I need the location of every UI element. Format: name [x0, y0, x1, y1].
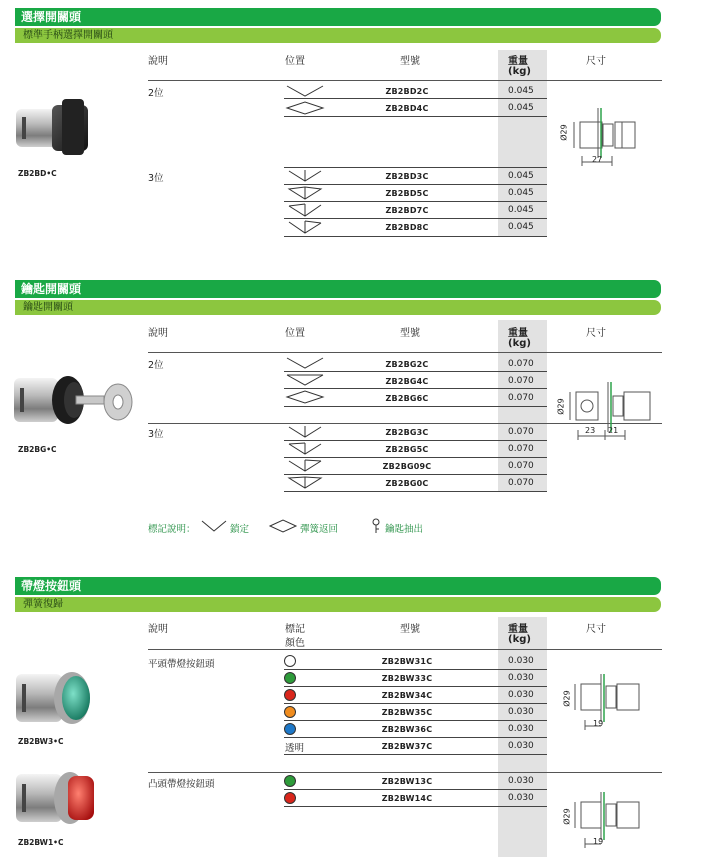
dim-diameter-label: Ø29: [562, 808, 572, 825]
model-cell: ZB2BW35C: [381, 708, 433, 717]
header-dim: 尺寸: [586, 328, 606, 339]
caption-zb2bw3: ZB2BW3•C: [18, 737, 64, 746]
model-cell: ZB2BW34C: [381, 691, 433, 700]
key-3pos-icon: [285, 425, 325, 439]
header-dim: 尺寸: [586, 624, 606, 635]
legend-prefix: 標記說明：: [148, 524, 196, 535]
model-cell: ZB2BD3C: [385, 172, 429, 181]
product-image-extended-pilot: [14, 768, 104, 830]
model-cell: ZB2BD7C: [385, 206, 429, 215]
group-label-3pos: 3位: [148, 173, 164, 184]
row-divider: [284, 440, 547, 441]
legend-maintained: 鎖定: [230, 524, 250, 535]
weight-cell: 0.045: [508, 188, 534, 198]
weight-cell: 0.045: [508, 171, 534, 181]
weight-cell: 0.070: [508, 444, 534, 454]
section-title-selector: 選擇開關頭: [15, 8, 661, 26]
header-weight-unit: (kg): [508, 338, 531, 349]
dim-length-label: 27: [592, 155, 603, 164]
header-pos: 位置: [285, 328, 305, 339]
section-subtitle-pilot: 彈簧復歸: [15, 597, 661, 612]
weight-cell: 0.045: [508, 103, 534, 113]
weight-cell: 0.045: [508, 222, 534, 232]
row-divider: [284, 474, 547, 475]
key-3pos-b-icon: [285, 442, 325, 456]
dimension-drawing-selector: [560, 100, 655, 170]
model-cell: ZB2BD8C: [385, 223, 429, 232]
header-rule: [148, 352, 662, 353]
header-weight-unit: (kg): [508, 66, 531, 77]
row-divider: [284, 789, 547, 790]
product-image-key-switch: [12, 370, 137, 438]
legend-maintained-icon: [200, 519, 228, 533]
model-cell: ZB2BG3C: [385, 428, 429, 437]
row-divider: [284, 669, 547, 670]
weight-cell: 0.030: [508, 793, 534, 803]
two-pos-spring-return-icon: [285, 100, 325, 116]
model-cell: ZB2BG5C: [385, 445, 429, 454]
header-desc: 說明: [148, 56, 168, 67]
model-cell: ZB2BG4C: [385, 377, 429, 386]
section-title-key: 鑰匙開關頭: [15, 280, 661, 298]
header-model: 型號: [400, 56, 420, 67]
header-model: 型號: [400, 624, 420, 635]
section-title-pilot: 帶燈按鈕頭: [15, 577, 661, 595]
weight-cell: 0.070: [508, 359, 534, 369]
weight-cell: 0.030: [508, 776, 534, 786]
row-divider: [284, 201, 547, 202]
weight-cell: 0.070: [508, 393, 534, 403]
dim-diameter-label: Ø29: [556, 398, 566, 415]
dim-length-label: 19: [593, 719, 604, 728]
row-divider: [284, 184, 547, 185]
weight-cell: 0.070: [508, 376, 534, 386]
three-pos-spring-return-icon: [285, 186, 325, 200]
caption-zb2bd: ZB2BD•C: [18, 169, 57, 178]
group-rule: [284, 167, 547, 168]
model-cell: ZB2BW33C: [381, 674, 433, 683]
header-pos2: 顏色: [285, 638, 305, 649]
weight-cell: 0.045: [508, 86, 534, 96]
key-3pos-c-icon: [285, 459, 325, 473]
dim-diameter-label: Ø29: [562, 690, 572, 707]
header-weight: 重量: [508, 624, 528, 635]
group-label-2pos: 2位: [148, 360, 164, 371]
model-cell: ZB2BG09C: [382, 462, 432, 471]
legend-spring: 彈簧返回: [300, 524, 339, 535]
section-subtitle-selector: 標準手柄選擇開關頭: [15, 28, 661, 43]
header-weight-unit: (kg): [508, 634, 531, 645]
row-divider: [284, 457, 547, 458]
weight-cell: 0.070: [508, 478, 534, 488]
dim-length-a-label: 23: [585, 426, 596, 435]
key-2pos-b-icon: [285, 373, 325, 387]
caption-zb2bw1: ZB2BW1•C: [18, 838, 64, 847]
row-divider: [284, 236, 547, 237]
header-dim: 尺寸: [586, 56, 606, 67]
weight-cell: 0.070: [508, 427, 534, 437]
color-white-icon: [283, 654, 297, 668]
color-clear-label: 透明: [285, 743, 305, 754]
two-pos-maintained-icon: [285, 84, 325, 98]
key-2pos-spring-icon: [285, 389, 325, 405]
weight-cell: 0.030: [508, 673, 534, 683]
group-label-extended: 凸頭帶燈按鈕頭: [148, 779, 215, 790]
row-divider: [284, 703, 547, 704]
header-rule: [148, 80, 662, 81]
key-3pos-d-icon: [285, 476, 325, 490]
model-cell: ZB2BD4C: [385, 104, 429, 113]
header-pos: 標記: [285, 624, 305, 635]
header-weight: 重量: [508, 328, 528, 339]
row-divider: [284, 116, 547, 117]
model-cell: ZB2BG0C: [385, 479, 429, 488]
dim-diameter-label: Ø29: [559, 124, 569, 141]
product-image-flush-pilot: [14, 668, 94, 728]
color-blue-icon: [283, 722, 297, 736]
model-cell: ZB2BG6C: [385, 394, 429, 403]
weight-cell: 0.030: [508, 741, 534, 751]
row-divider: [284, 737, 547, 738]
model-cell: ZB2BD2C: [385, 87, 429, 96]
weight-cell: 0.030: [508, 707, 534, 717]
model-cell: ZB2BW14C: [381, 794, 433, 803]
group-label-2pos: 2位: [148, 88, 164, 99]
row-divider: [284, 720, 547, 721]
header-rule: [148, 649, 662, 650]
three-pos-left-return-icon: [285, 203, 325, 217]
dimension-drawing-extended-pilot: [562, 790, 655, 850]
model-cell: ZB2BW31C: [381, 657, 433, 666]
model-cell: ZB2BW13C: [381, 777, 433, 786]
header-weight: 重量: [508, 56, 528, 67]
row-divider: [284, 218, 547, 219]
key-2pos-icon: [285, 356, 325, 370]
header-pos: 位置: [285, 56, 305, 67]
row-divider: [284, 371, 547, 372]
three-pos-right-return-icon: [285, 220, 325, 234]
dim-length-label: 19: [593, 837, 604, 846]
three-pos-maintained-icon: [285, 169, 325, 183]
color-red-icon: [283, 791, 297, 805]
row-divider: [284, 686, 547, 687]
legend-key-icon: [370, 518, 382, 534]
row-divider: [284, 98, 547, 99]
weight-cell: 0.030: [508, 690, 534, 700]
dim-length-b-label: 21: [608, 426, 619, 435]
model-cell: ZB2BD5C: [385, 189, 429, 198]
header-desc: 說明: [148, 328, 168, 339]
weight-cell: 0.045: [508, 205, 534, 215]
row-divider: [284, 806, 547, 807]
header-model: 型號: [400, 328, 420, 339]
model-cell: ZB2BG2C: [385, 360, 429, 369]
color-orange-icon: [283, 705, 297, 719]
color-green-icon: [283, 774, 297, 788]
group-rule: [148, 772, 662, 773]
color-green-icon: [283, 671, 297, 685]
weight-cell: 0.030: [508, 724, 534, 734]
model-cell: ZB2BW37C: [381, 742, 433, 751]
legend-key: 鑰匙抽出: [385, 524, 424, 535]
product-image-selector-switch: [14, 95, 104, 160]
header-desc: 說明: [148, 624, 168, 635]
weight-cell: 0.030: [508, 656, 534, 666]
weight-cell: 0.070: [508, 461, 534, 471]
legend-spring-icon: [268, 518, 298, 534]
group-label-3pos: 3位: [148, 429, 164, 440]
color-red-icon: [283, 688, 297, 702]
row-divider: [284, 754, 547, 755]
dimension-drawing-flush-pilot: [562, 672, 655, 732]
group-label-flush: 平頭帶燈按鈕頭: [148, 659, 215, 670]
row-divider: [284, 491, 547, 492]
row-divider: [284, 406, 547, 407]
model-cell: ZB2BW36C: [381, 725, 433, 734]
section-subtitle-key: 鑰匙開關頭: [15, 300, 661, 315]
caption-zb2bg: ZB2BG•C: [18, 445, 57, 454]
